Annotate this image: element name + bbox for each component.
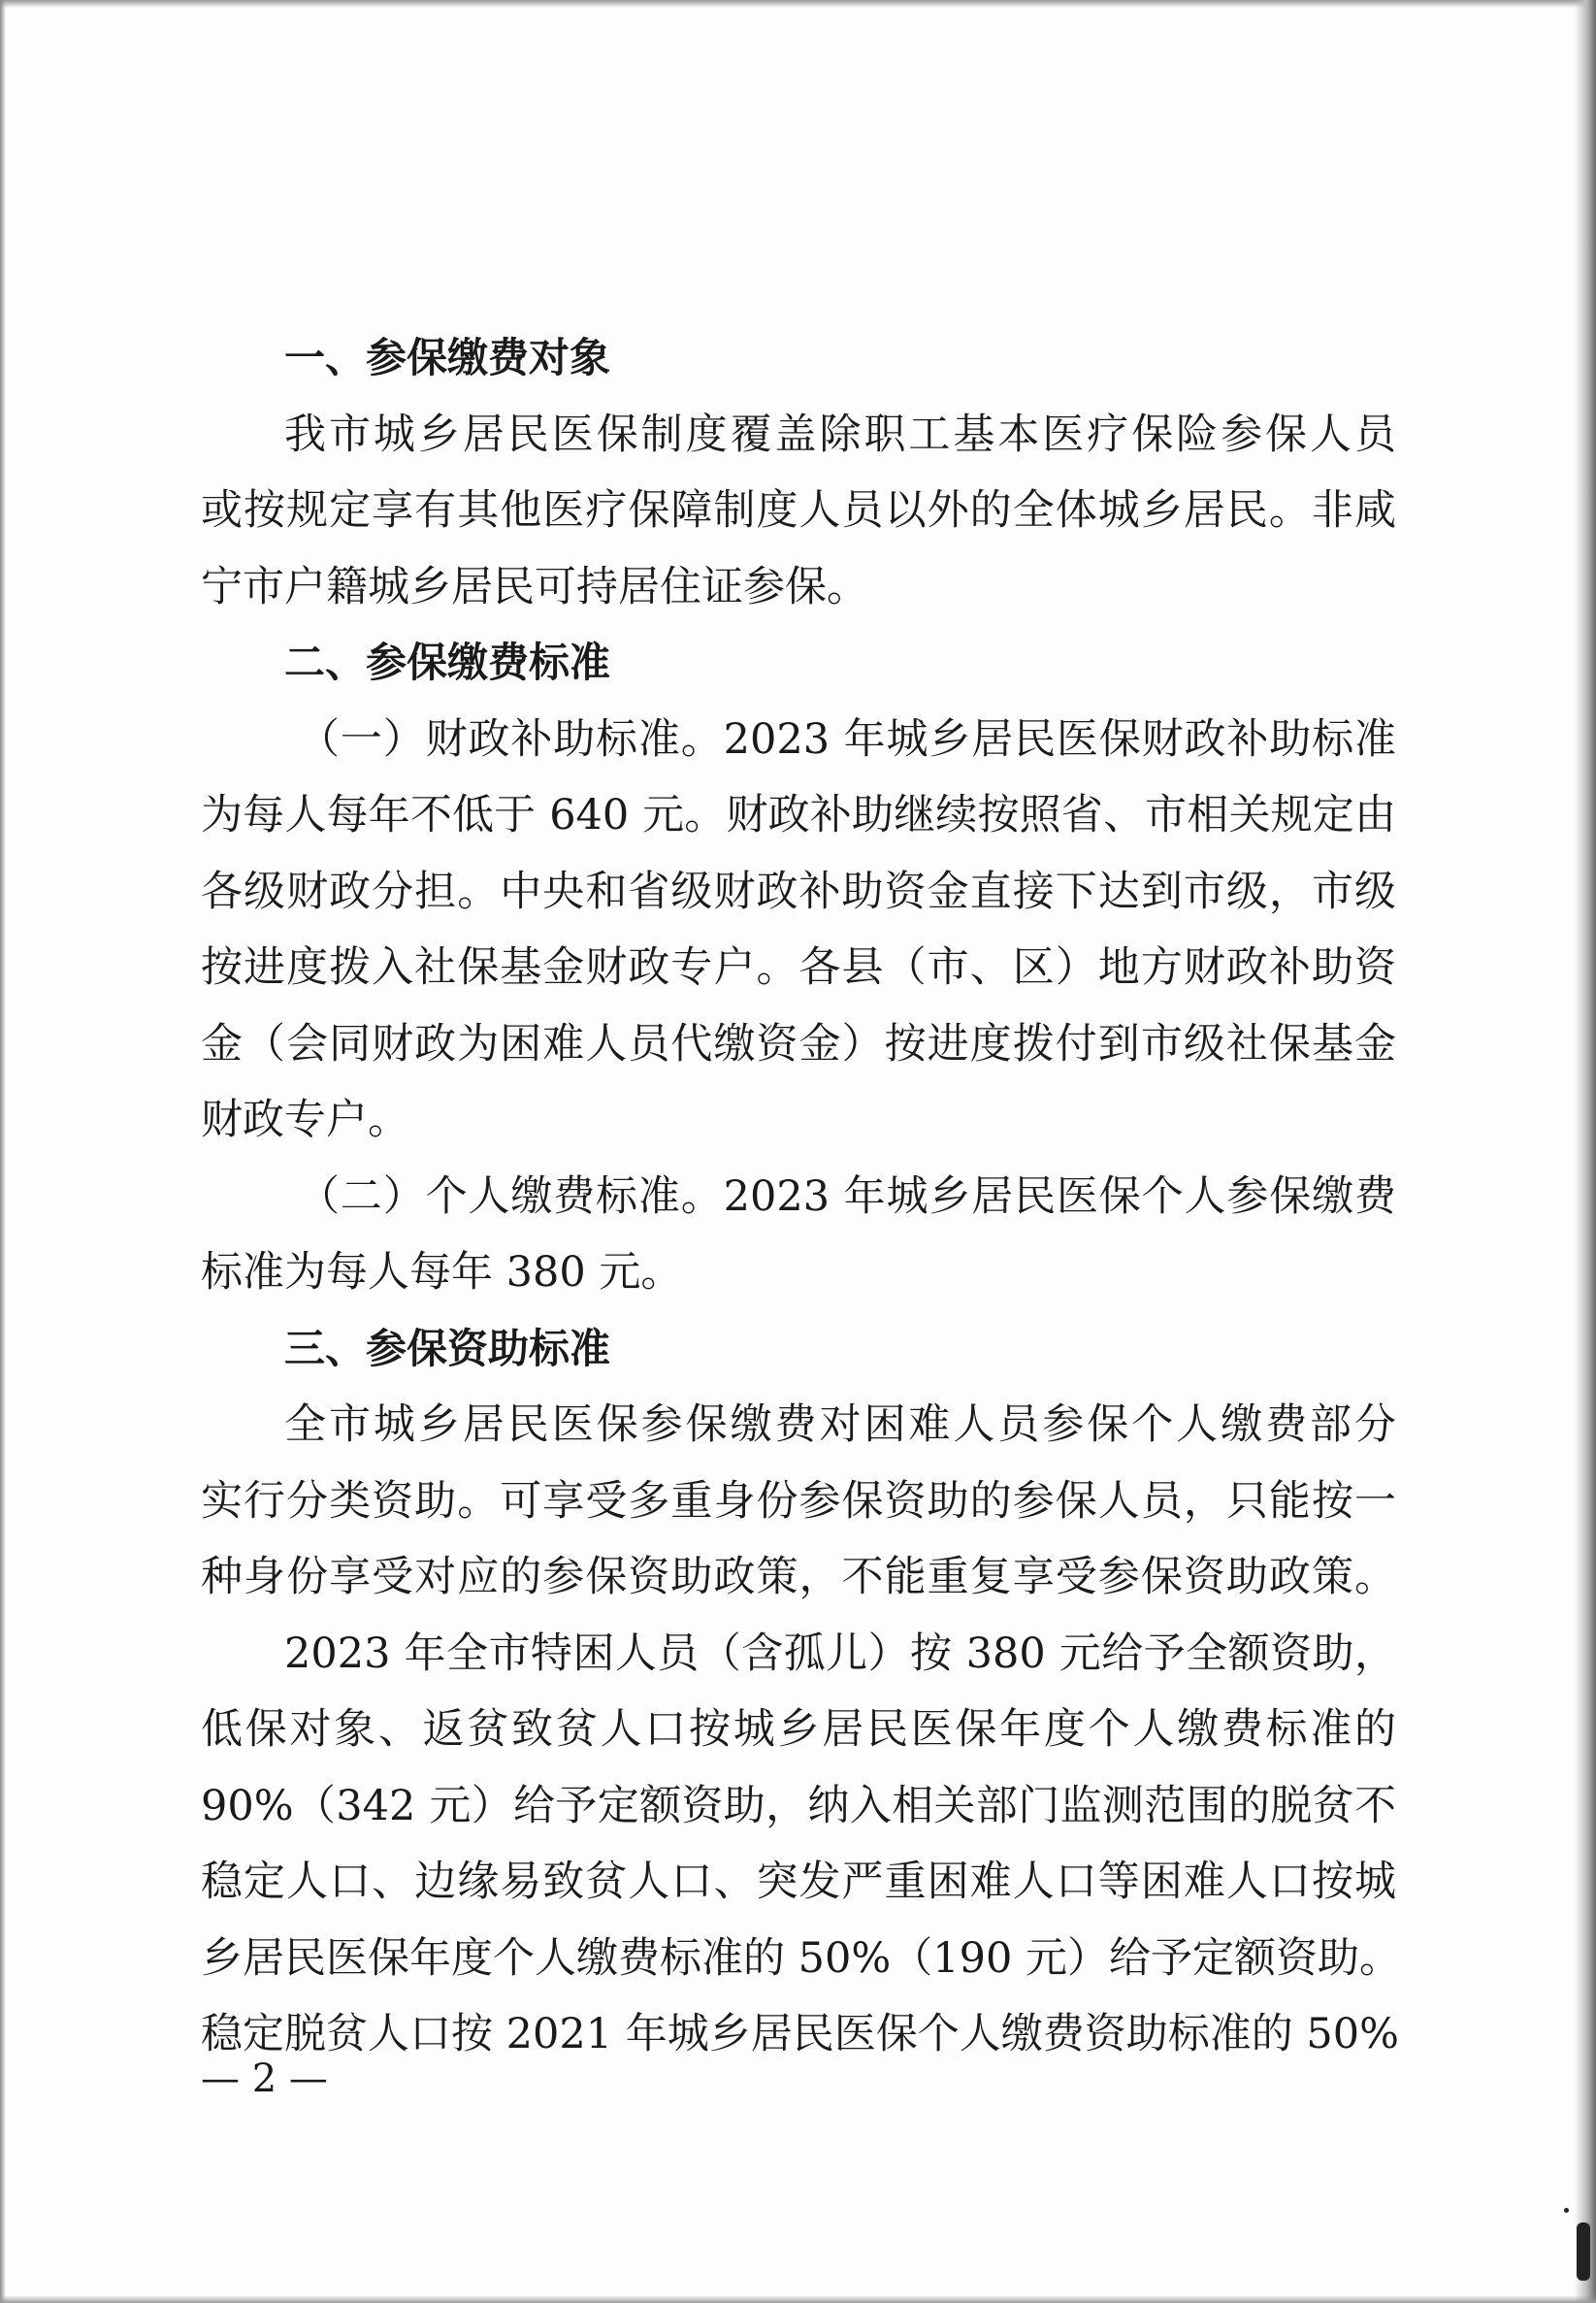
scan-edge-right	[1575, 0, 1596, 2303]
scan-speck	[1564, 2208, 1569, 2213]
scan-speck	[1577, 2222, 1590, 2281]
paragraph-line: 实行分类资助。可享受多重身份参保资助的参保人员，只能按一	[201, 1476, 1396, 1526]
paragraph-line: 我市城乡居民医保制度覆盖除职工基本医疗保险参保人员	[284, 410, 1396, 459]
section-heading-1: 一、参保缴费对象	[284, 334, 611, 381]
scan-edge-top	[0, 0, 1596, 8]
paragraph-line: 2023 年全市特困人员（含孤儿）按 380 元给予全额资助，	[284, 1629, 1396, 1678]
paragraph-line: （二）个人缴费标准。2023 年城乡居民医保个人参保缴费	[298, 1171, 1396, 1221]
document-body	[201, 320, 1401, 2073]
paragraph-line: 财政专户。	[201, 1096, 409, 1144]
paragraph-line: 种身份享受对应的参保资助政策，不能重复享受参保资助政策。	[201, 1553, 1396, 1601]
section-heading-3: 三、参保资助标准	[284, 1324, 611, 1372]
section-heading-2: 二、参保缴费标准	[284, 639, 611, 686]
paragraph-line: 90%（342 元）给予定额资助，纳入相关部门监测范围的脱贫不	[201, 1781, 1396, 1830]
paragraph-line: 金（会同财政为困难人员代缴资金）按进度拨付到市级社保基金	[201, 1019, 1396, 1069]
paragraph-line: （一）财政补助标准。2023 年城乡居民医保财政补助标准	[298, 714, 1396, 764]
paragraph-line: 低保对象、返贫致贫人口按城乡居民医保年度个人缴费标准的	[201, 1705, 1396, 1754]
paragraph-line: 或按规定享有其他医疗保障制度人员以外的全体城乡居民。非咸	[201, 486, 1396, 535]
paragraph-line: 为每人每年不低于 640 元。财政补助继续按照省、市相关规定由	[201, 791, 1396, 839]
scan-edge-bottom	[0, 2295, 1596, 2303]
paragraph-line: 宁市户籍城乡居民可持居住证参保。	[201, 562, 868, 611]
page-number: — 2 —	[201, 2056, 328, 2101]
paragraph-line: 全市城乡居民医保参保缴费对困难人员参保个人缴费部分	[284, 1400, 1396, 1449]
paragraph-line: 稳定脱贫人口按 2021 年城乡居民医保个人缴费资助标准的 50%	[201, 2010, 1400, 2058]
scan-edge-left	[0, 0, 6, 2303]
paragraph-line: 乡居民医保年度个人缴费标准的 50%（190 元）给予定额资助。	[201, 1933, 1401, 1983]
paragraph-line: 标准为每人每年 380 元。	[201, 1248, 683, 1297]
paragraph-line: 各级财政分担。中央和省级财政补助资金直接下达到市级，市级	[201, 867, 1396, 916]
paragraph-line: 按进度拨入社保基金财政专户。各县（市、区）地方财政补助资	[201, 943, 1396, 992]
paragraph-line: 稳定人口、边缘易致贫人口、突发严重困难人口等困难人口按城	[201, 1858, 1396, 1906]
